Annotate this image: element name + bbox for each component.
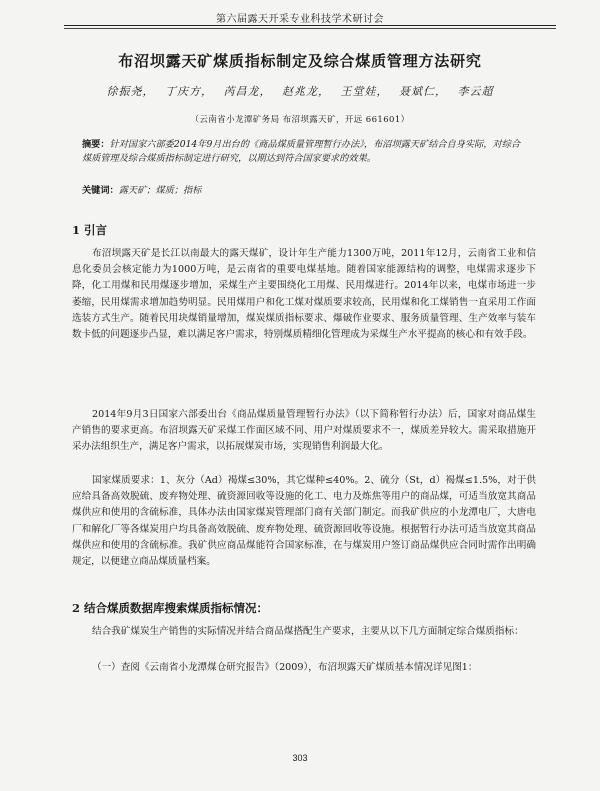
- section-2-paragraph-1: 结合我矿煤炭生产销售的实际情况并结合商品煤搭配生产要求，主要从以下几方面制定综合煤质指标：: [92, 626, 524, 637]
- running-header: 第六届露天开采专业科技学术研讨会: [216, 14, 384, 25]
- affiliation: （云南省小龙潭矿务局 布沼坝露天矿，开远 661601）: [190, 115, 410, 125]
- section-1-paragraph-2: 2014年9月3日国家六部委出台《商品煤质量管理暂行办法》（以下简称暂行办法）后，国家对商品煤生产销售的要求更高。布沼坝露天矿采煤工作面区域不同、用户对煤质要求不一，煤质差异较大。需采取措施开采办法组织生产，满足客户需求，以拓展煤炭市场，实现销售利润最大化。: [72, 409, 536, 453]
- keywords: [82, 182, 522, 196]
- section-2-heading: 2 结合煤质数据库搜索煤质指标情况：: [72, 601, 269, 615]
- header-rule: [64, 25, 556, 26]
- section-2-paragraph-2: （一）查阅《云南省小龙潭煤仓研究报告》（2009），布沼坝露天矿煤质基本情况详见图1：: [92, 662, 478, 673]
- paper-title: 布沼坝露天矿煤质指标制定及综合煤质管理方法研究: [118, 52, 482, 70]
- abstract-text: 针对国家六部委2014年9月出台的《商品煤质量管理暂行办法》，布沼坝露天矿结合自身实际，对综合煤质管理及综合煤质指标制定进行研究，以期达到符合国家要求的效果。: [82, 139, 521, 164]
- abstract-label: 摘要：: [82, 139, 110, 150]
- section-1-paragraph-3: 国家煤质要求：1、灰分（Ad）褐煤≤30%，其它煤种≤40%。2、硫分（St，d）褐煤≤1.5%，对于供应给具备高效脱硫、废弃物处理、硫资源回收等设施的化工、电力及炼焦等用户的商品煤，可适当放宽其商品煤供应和使用的含硫标准，具体办法由国家煤炭管理部门商有关部门制定。而我矿供应的小龙潭电厂，大唐电厂和解化厂等各煤炭用户均具备高效脱硫、废弃物处理、硫资源回收等设施。根据暂行办法可适当放宽其商品煤供应和使用的含硫标准。我矿供应商品煤能符合国家标准，在与煤炭用户签订商品煤供应合同时需作出明确规定，以便建立商品煤质量档案。: [72, 475, 536, 568]
- page-number: 303: [292, 753, 308, 763]
- section-1-paragraph-1: 布沼坝露天矿是长江以南最大的露天煤矿，设计年生产能力1300万吨，2011年12月，云南省工业和信息化委员会核定能力为1000万吨，是云南省的重要电煤基地。随着国家能源结构的调整，电煤需求逐步下降，化工用煤和民用煤逐步增加，采煤生产主要围绕化工用煤、民用煤进行。2014年以来，电煤市场进一步萎缩，民用煤需求增加趋势明显。民用煤用户和化工煤对煤质要求较高，民用煤和化工煤销售一直采用工作面选装方式生产。随着民用块煤销量增加，煤炭煤质指标要求、爆破作业要求、服务质量管理、生产效率与装车数卡低的问题逐步凸显，难以满足客户需求，特别煤质精细化管理成为采煤生产水平提高的核心和有效手段。: [72, 248, 536, 341]
- abstract: [82, 138, 522, 166]
- keywords-label: 关键词：: [82, 185, 119, 196]
- section-1-heading: 1 引言: [72, 223, 108, 237]
- author-list: 徐振尧， 丁庆方， 芮昌龙， 赵兆龙， 王堂娃， 聂斌仁， 李云超: [106, 85, 494, 98]
- keywords-text: 露天矿；煤质；指标: [118, 185, 202, 196]
- header-rule-thin: [64, 28, 556, 29]
